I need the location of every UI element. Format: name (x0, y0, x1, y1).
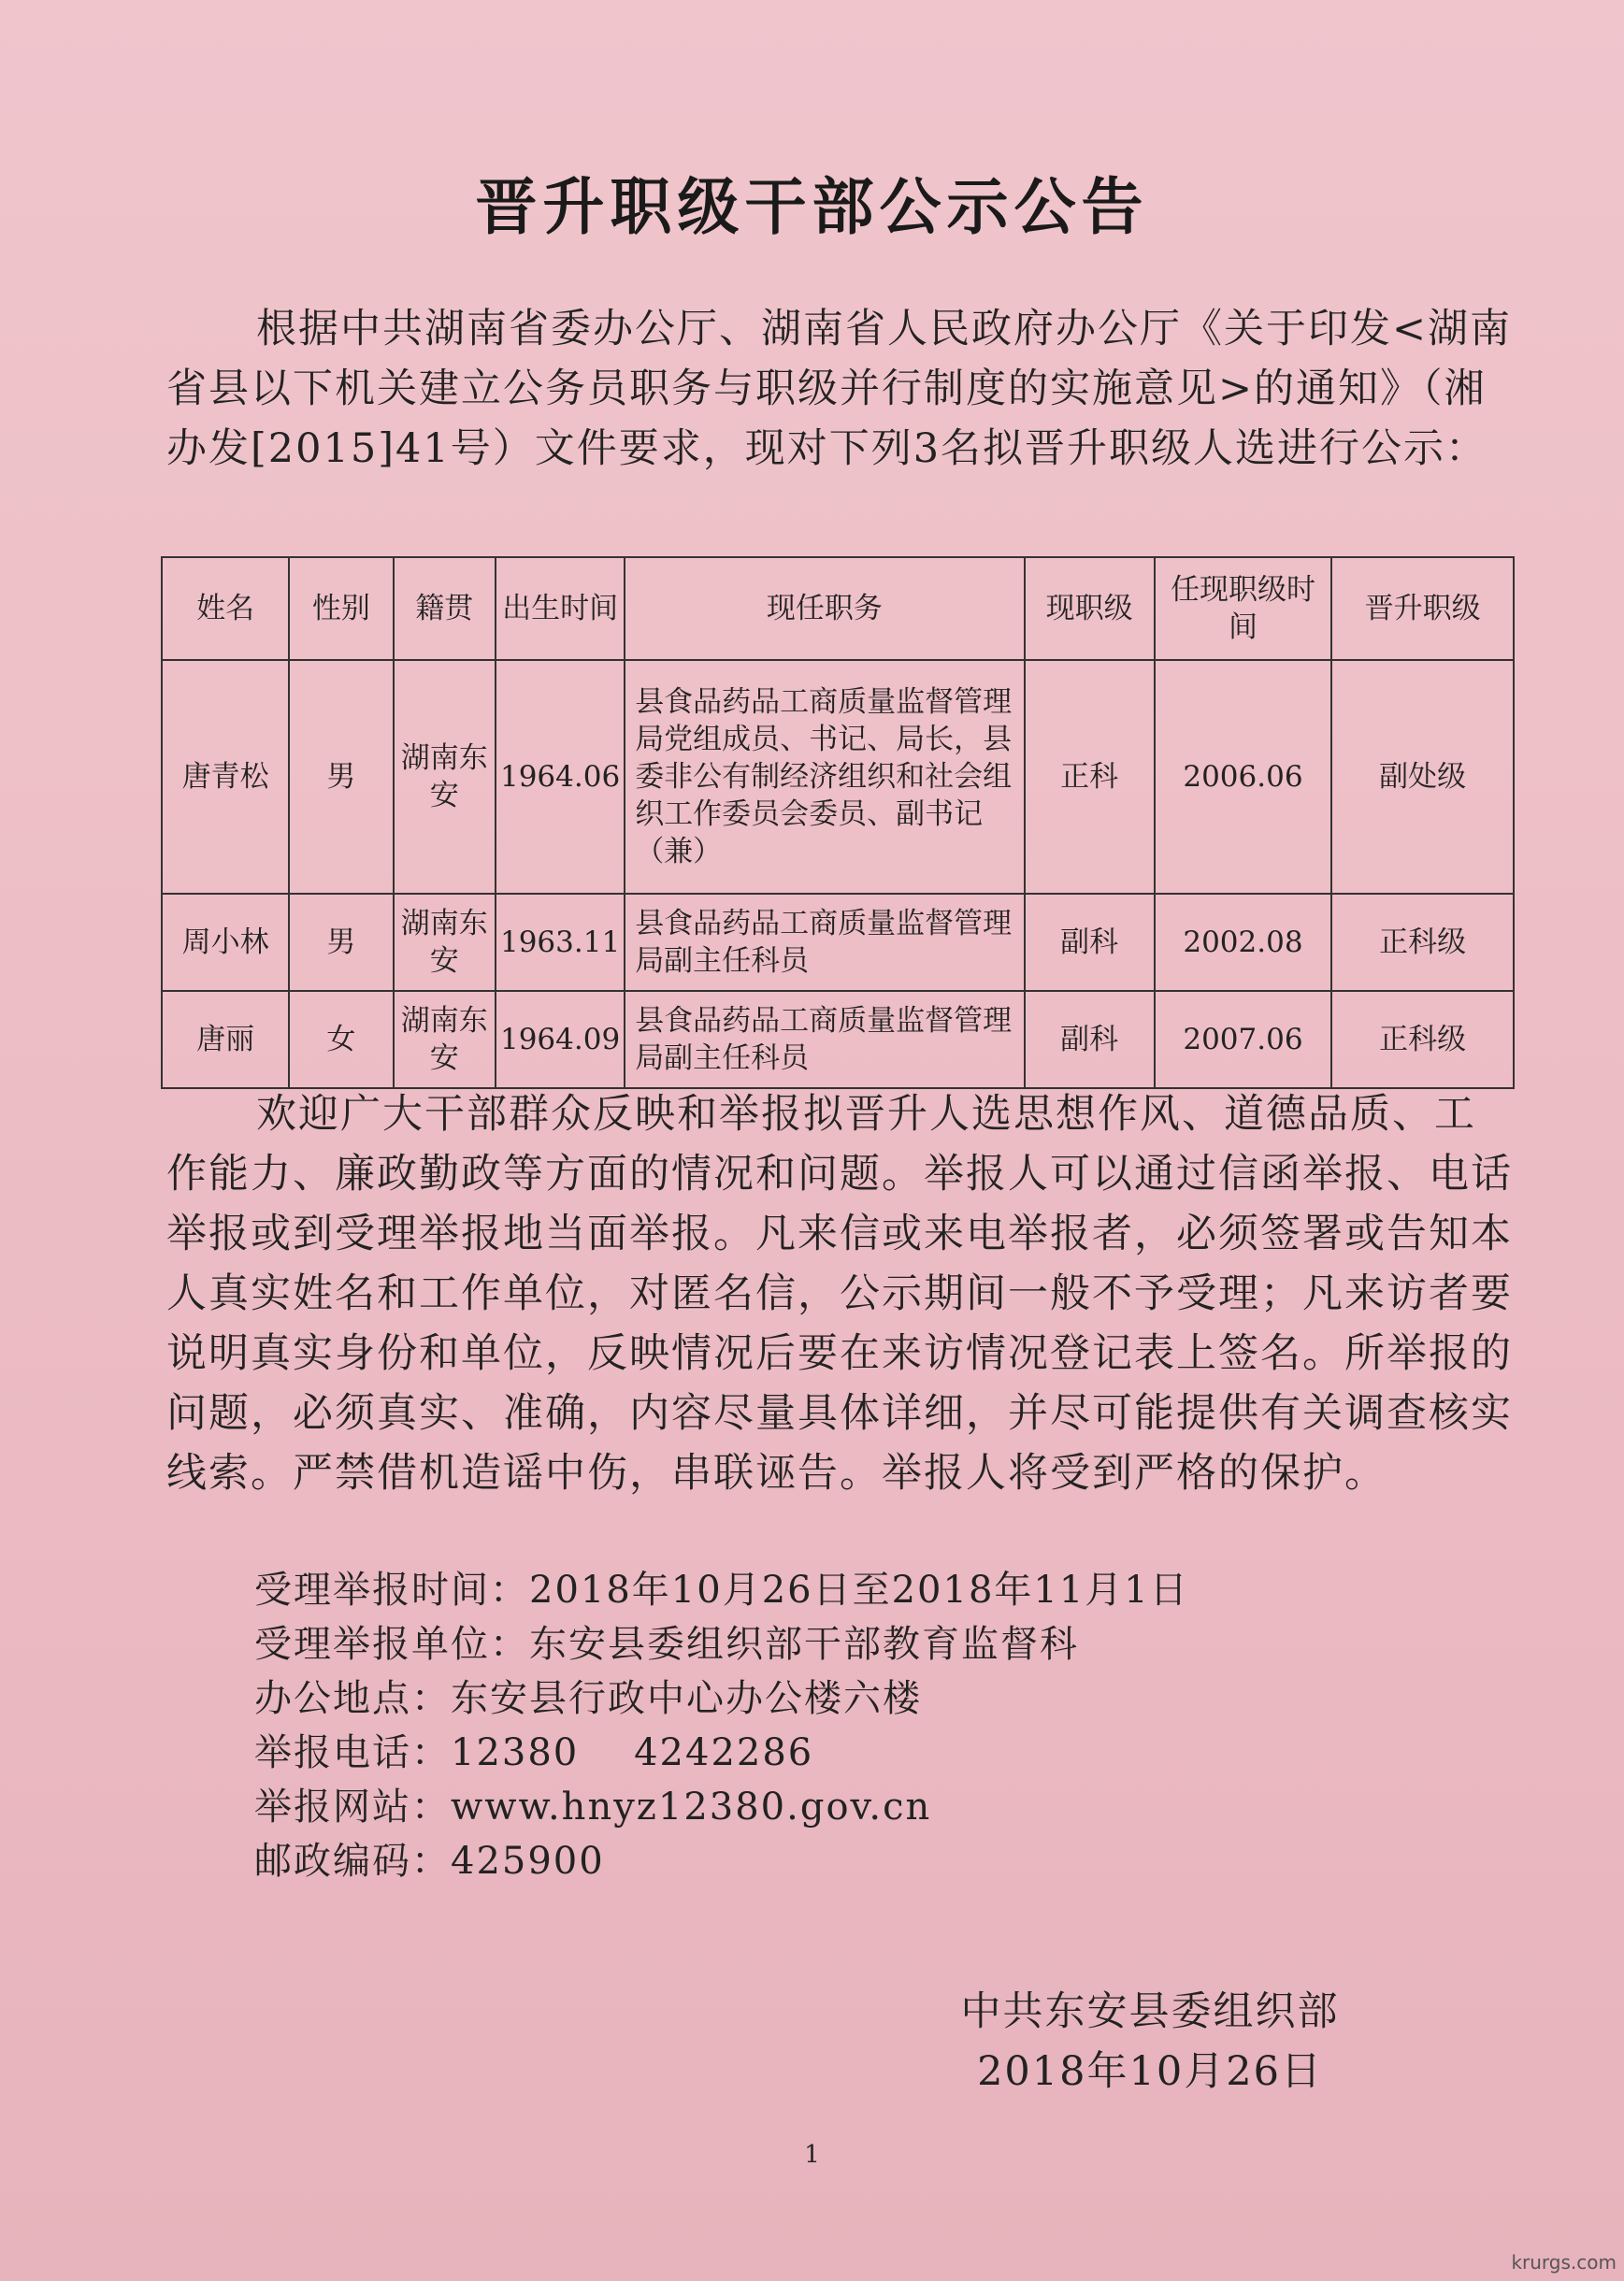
cell-rank-since: 2006.06 (1155, 660, 1332, 894)
header-gender: 性别 (289, 557, 393, 660)
table-row (162, 894, 1514, 991)
cell-promote: 正科级 (1331, 991, 1514, 1088)
cell-promote: 副处级 (1331, 660, 1514, 894)
table-row (162, 991, 1514, 1088)
cell-rank-since: 2002.08 (1155, 894, 1332, 991)
signature-block (916, 1982, 1384, 2102)
report-phone: 举报电话：12380 4242286 (254, 1731, 814, 1774)
cell-name: 周小林 (162, 894, 289, 991)
cell-gender: 女 (289, 991, 393, 1088)
cell-name: 唐丽 (162, 991, 289, 1088)
office-address: 办公地点：东安县行政中心办公楼六楼 (254, 1677, 922, 1720)
intro-paragraph (166, 299, 1513, 479)
cell-rank: 副科 (1025, 991, 1155, 1088)
cell-rank-since: 2007.06 (1155, 991, 1332, 1088)
cell-gender: 男 (289, 660, 393, 894)
cell-origin: 湖南东安 (394, 660, 496, 894)
table-header-row (162, 557, 1514, 660)
cell-birth: 1964.06 (496, 660, 625, 894)
signature-org: 中共东安县委组织部 (960, 1988, 1340, 2035)
cell-origin: 湖南东安 (394, 991, 496, 1088)
cell-rank: 正科 (1025, 660, 1155, 894)
page-number: 1 (804, 2141, 820, 2169)
body-paragraph (166, 1084, 1513, 1503)
cell-name: 唐青松 (162, 660, 289, 894)
cell-gender: 男 (289, 894, 393, 991)
cell-origin: 湖南东安 (394, 894, 496, 991)
header-promote: 晋升职级 (1331, 557, 1514, 660)
contact-info (254, 1563, 1470, 1888)
header-origin: 籍贯 (394, 557, 496, 660)
report-unit: 受理举报单位：东安县委组织部干部教育监督科 (254, 1623, 1079, 1666)
cell-rank: 副科 (1025, 894, 1155, 991)
cell-birth: 1964.09 (496, 991, 625, 1088)
cell-promote: 正科级 (1331, 894, 1514, 991)
body-text: 欢迎广大干部群众反映和举报拟晋升人选思想作风、道德品质、工作能力、廉政勤政等方面的情况和问题。举报人可以通过信函举报、电话举报或到受理举报地当面举报。凡来信或来电举报者，必须签署或告知本人真实姓名和工作单位，对匿名信，公示期间一般不予受理；凡来访者要说明真实身份和单位，反映情况后要在来访情况登记表上签名。所举报的问题，必须真实、准确，内容尽量具体详细，并尽可能提供有关调查核实线索。严禁借机造谣中伤，串联诬告。举报人将受到严格的保护。 (166, 1091, 1513, 1497)
watermark: krurgs.com (1511, 2251, 1617, 2274)
cell-duty: 县食品药品工商质量监督管理局副主任科员 (625, 991, 1024, 1088)
header-duty: 现任职务 (625, 557, 1024, 660)
header-birth: 出生时间 (496, 557, 625, 660)
intro-text: 根据中共湖南省委办公厅、湖南省人民政府办公厅《关于印发<湖南省县以下机关建立公务员职务与职级并行制度的实施意见>的通知》（湘办发[2015]41号）文件要求，现对下列3名拟晋升职级人选进行公示： (166, 306, 1513, 472)
cell-birth: 1963.11 (496, 894, 625, 991)
header-rank: 现职级 (1025, 557, 1155, 660)
document-title: 晋升职级干部公示公告 (475, 171, 1149, 243)
header-name: 姓名 (162, 557, 289, 660)
postcode: 邮政编码：425900 (254, 1840, 605, 1883)
report-time: 受理举报时间：2018年10月26日至2018年11月1日 (254, 1569, 1189, 1612)
table-row (162, 660, 1514, 894)
cell-duty: 县食品药品工商质量监督管理局党组成员、书记、局长，县委非公有制经济组织和社会组织工作委员会委员、副书记（兼） (625, 660, 1024, 894)
header-rank-since: 任现职级时间 (1155, 557, 1332, 660)
cell-duty: 县食品药品工商质量监督管理局副主任科员 (625, 894, 1024, 991)
report-website: 举报网站：www.hnyz12380.gov.cn (254, 1786, 932, 1829)
candidate-table (161, 556, 1515, 1089)
signature-date: 2018年10月26日 (977, 2048, 1323, 2095)
